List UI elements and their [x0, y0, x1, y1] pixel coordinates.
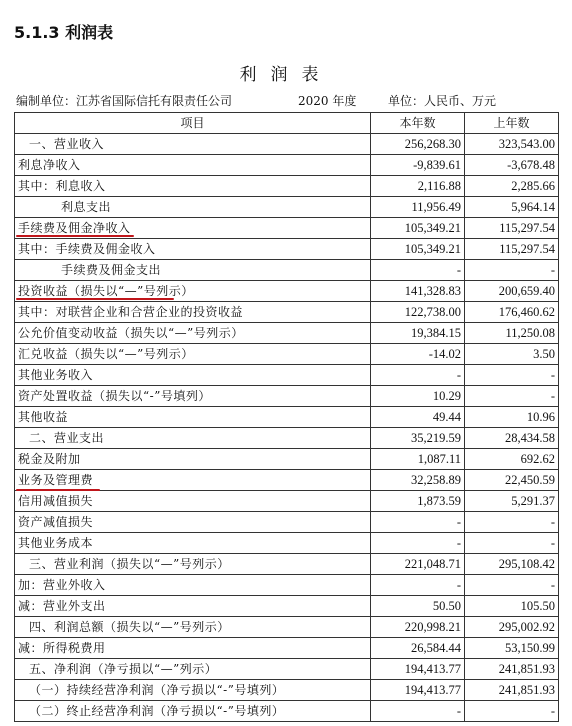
- row-label: 其他业务成本: [15, 533, 371, 554]
- prior-year-value: 10.96: [465, 407, 559, 428]
- prior-year-value: 176,460.62: [465, 302, 559, 323]
- table-row: [15, 344, 559, 365]
- row-label: 其他业务收入: [15, 365, 371, 386]
- table-row: [15, 617, 559, 638]
- table-row: [15, 302, 559, 323]
- table-row: [15, 239, 559, 260]
- current-year-value: 220,998.21: [371, 617, 465, 638]
- prior-year-value: 3.50: [465, 344, 559, 365]
- prior-year-value: 2,285.66: [465, 176, 559, 197]
- current-year-value: 32,258.89: [371, 470, 465, 491]
- prior-year-value: 200,659.40: [465, 281, 559, 302]
- row-label: （二）终止经营净利润（净亏损以“-”号填列）: [15, 701, 371, 722]
- current-year-value: 1,087.11: [371, 449, 465, 470]
- current-year-value: 122,738.00: [371, 302, 465, 323]
- prior-year-value: 5,964.14: [465, 197, 559, 218]
- row-label: 减：所得税费用: [15, 638, 371, 659]
- row-label: 减：营业外支出: [15, 596, 371, 617]
- table-row: [15, 491, 559, 512]
- table-row: [15, 659, 559, 680]
- prior-year-value: 241,851.93: [465, 659, 559, 680]
- current-year-value: 50.50: [371, 596, 465, 617]
- current-year-value: -: [371, 365, 465, 386]
- prior-year-value: 115,297.54: [465, 239, 559, 260]
- prior-year-value: 22,450.59: [465, 470, 559, 491]
- row-label: 投资收益（损失以“—”号列示）: [15, 281, 371, 302]
- current-year-value: 105,349.21: [371, 239, 465, 260]
- table-row: [15, 701, 559, 722]
- column-header-current: 本年数: [371, 113, 465, 134]
- table-row: [15, 176, 559, 197]
- highlight-underline: [16, 235, 134, 237]
- company-label: 编制单位：江苏省国际信托有限责任公司: [16, 94, 233, 108]
- current-year-value: -: [371, 512, 465, 533]
- row-label: 手续费及佣金支出: [15, 260, 371, 281]
- row-label: 利息支出: [15, 197, 371, 218]
- row-label: 二、营业支出: [15, 428, 371, 449]
- current-year-value: 35,219.59: [371, 428, 465, 449]
- table-row: [15, 407, 559, 428]
- row-label: 其中：对联营企业和合营企业的投资收益: [15, 302, 371, 323]
- current-year-value: 26,584.44: [371, 638, 465, 659]
- table-row: [15, 155, 559, 176]
- table-row: [15, 323, 559, 344]
- prior-year-value: -: [465, 260, 559, 281]
- current-year-value: 2,116.88: [371, 176, 465, 197]
- current-year-value: 49.44: [371, 407, 465, 428]
- prior-year-value: -: [465, 386, 559, 407]
- document-title: 利润表: [239, 65, 333, 85]
- current-year-value: 105,349.21: [371, 218, 465, 239]
- current-year-value: 256,268.30: [371, 134, 465, 155]
- prior-year-value: 105.50: [465, 596, 559, 617]
- row-label: 五、净利润（净亏损以“—”列示）: [15, 659, 371, 680]
- current-year-value: 194,413.77: [371, 680, 465, 701]
- prior-year-value: -: [465, 365, 559, 386]
- highlight-underline: [16, 489, 100, 491]
- row-label: 信用减值损失: [15, 491, 371, 512]
- prior-year-value: 53,150.99: [465, 638, 559, 659]
- current-year-value: -: [371, 575, 465, 596]
- current-year-value: -: [371, 701, 465, 722]
- row-label: 资产处置收益（损失以“-”号填列）: [15, 386, 371, 407]
- prior-year-value: 241,851.93: [465, 680, 559, 701]
- column-header-prior: 上年数: [465, 113, 559, 134]
- current-year-value: 11,956.49: [371, 197, 465, 218]
- table-header-row: [15, 113, 559, 134]
- table-row: [15, 260, 559, 281]
- table-row: [15, 596, 559, 617]
- prior-year-value: 28,434.58: [465, 428, 559, 449]
- current-year-value: 221,048.71: [371, 554, 465, 575]
- table-row: [15, 470, 559, 491]
- prior-year-value: -: [465, 701, 559, 722]
- row-label: （一）持续经营净利润（净亏损以“-”号填列）: [15, 680, 371, 701]
- current-year-value: -14.02: [371, 344, 465, 365]
- table-row: [15, 680, 559, 701]
- row-label: 三、营业利润（损失以“—”号列示）: [15, 554, 371, 575]
- prior-year-value: 5,291.37: [465, 491, 559, 512]
- current-year-value: 19,384.15: [371, 323, 465, 344]
- table-row: [15, 197, 559, 218]
- row-label: 税金及附加: [15, 449, 371, 470]
- prior-year-value: -3,678.48: [465, 155, 559, 176]
- row-label: 利息净收入: [15, 155, 371, 176]
- section-heading: 5.1.3 利润表: [14, 23, 114, 42]
- table-row: [15, 449, 559, 470]
- row-label: 其他收益: [15, 407, 371, 428]
- row-label: 公允价值变动收益（损失以“—”号列示）: [15, 323, 371, 344]
- table-row: [15, 533, 559, 554]
- row-label: 四、利润总额（损失以“—”号列示）: [15, 617, 371, 638]
- prior-year-value: 11,250.08: [465, 323, 559, 344]
- row-label: 加：营业外收入: [15, 575, 371, 596]
- prior-year-value: 692.62: [465, 449, 559, 470]
- year-label: 2020 年度: [298, 94, 357, 108]
- table-row: [15, 365, 559, 386]
- prior-year-value: 295,108.42: [465, 554, 559, 575]
- current-year-value: -: [371, 260, 465, 281]
- table-row: [15, 512, 559, 533]
- column-header-item: 项目: [15, 113, 371, 134]
- row-label: 其中：利息收入: [15, 176, 371, 197]
- prior-year-value: 115,297.54: [465, 218, 559, 239]
- prior-year-value: -: [465, 512, 559, 533]
- current-year-value: 141,328.83: [371, 281, 465, 302]
- income-statement-table: [14, 112, 559, 722]
- prior-year-value: 295,002.92: [465, 617, 559, 638]
- current-year-value: -9,839.61: [371, 155, 465, 176]
- highlight-underline: [16, 298, 174, 300]
- table-row: [15, 386, 559, 407]
- current-year-value: -: [371, 533, 465, 554]
- prior-year-value: -: [465, 533, 559, 554]
- row-label: 一、营业收入: [15, 134, 371, 155]
- table-row: [15, 575, 559, 596]
- current-year-value: 194,413.77: [371, 659, 465, 680]
- prior-year-value: 323,543.00: [465, 134, 559, 155]
- table-row: [15, 428, 559, 449]
- row-label: 其中：手续费及佣金收入: [15, 239, 371, 260]
- row-label: 业务及管理费: [15, 470, 371, 491]
- unit-label: 单位：人民币、万元: [388, 94, 497, 108]
- row-label: 手续费及佣金净收入: [15, 218, 371, 239]
- current-year-value: 1,873.59: [371, 491, 465, 512]
- current-year-value: 10.29: [371, 386, 465, 407]
- table-row: [15, 638, 559, 659]
- row-label: 资产减值损失: [15, 512, 371, 533]
- table-row: [15, 134, 559, 155]
- table-row: [15, 554, 559, 575]
- prior-year-value: -: [465, 575, 559, 596]
- row-label: 汇兑收益（损失以“—”号列示）: [15, 344, 371, 365]
